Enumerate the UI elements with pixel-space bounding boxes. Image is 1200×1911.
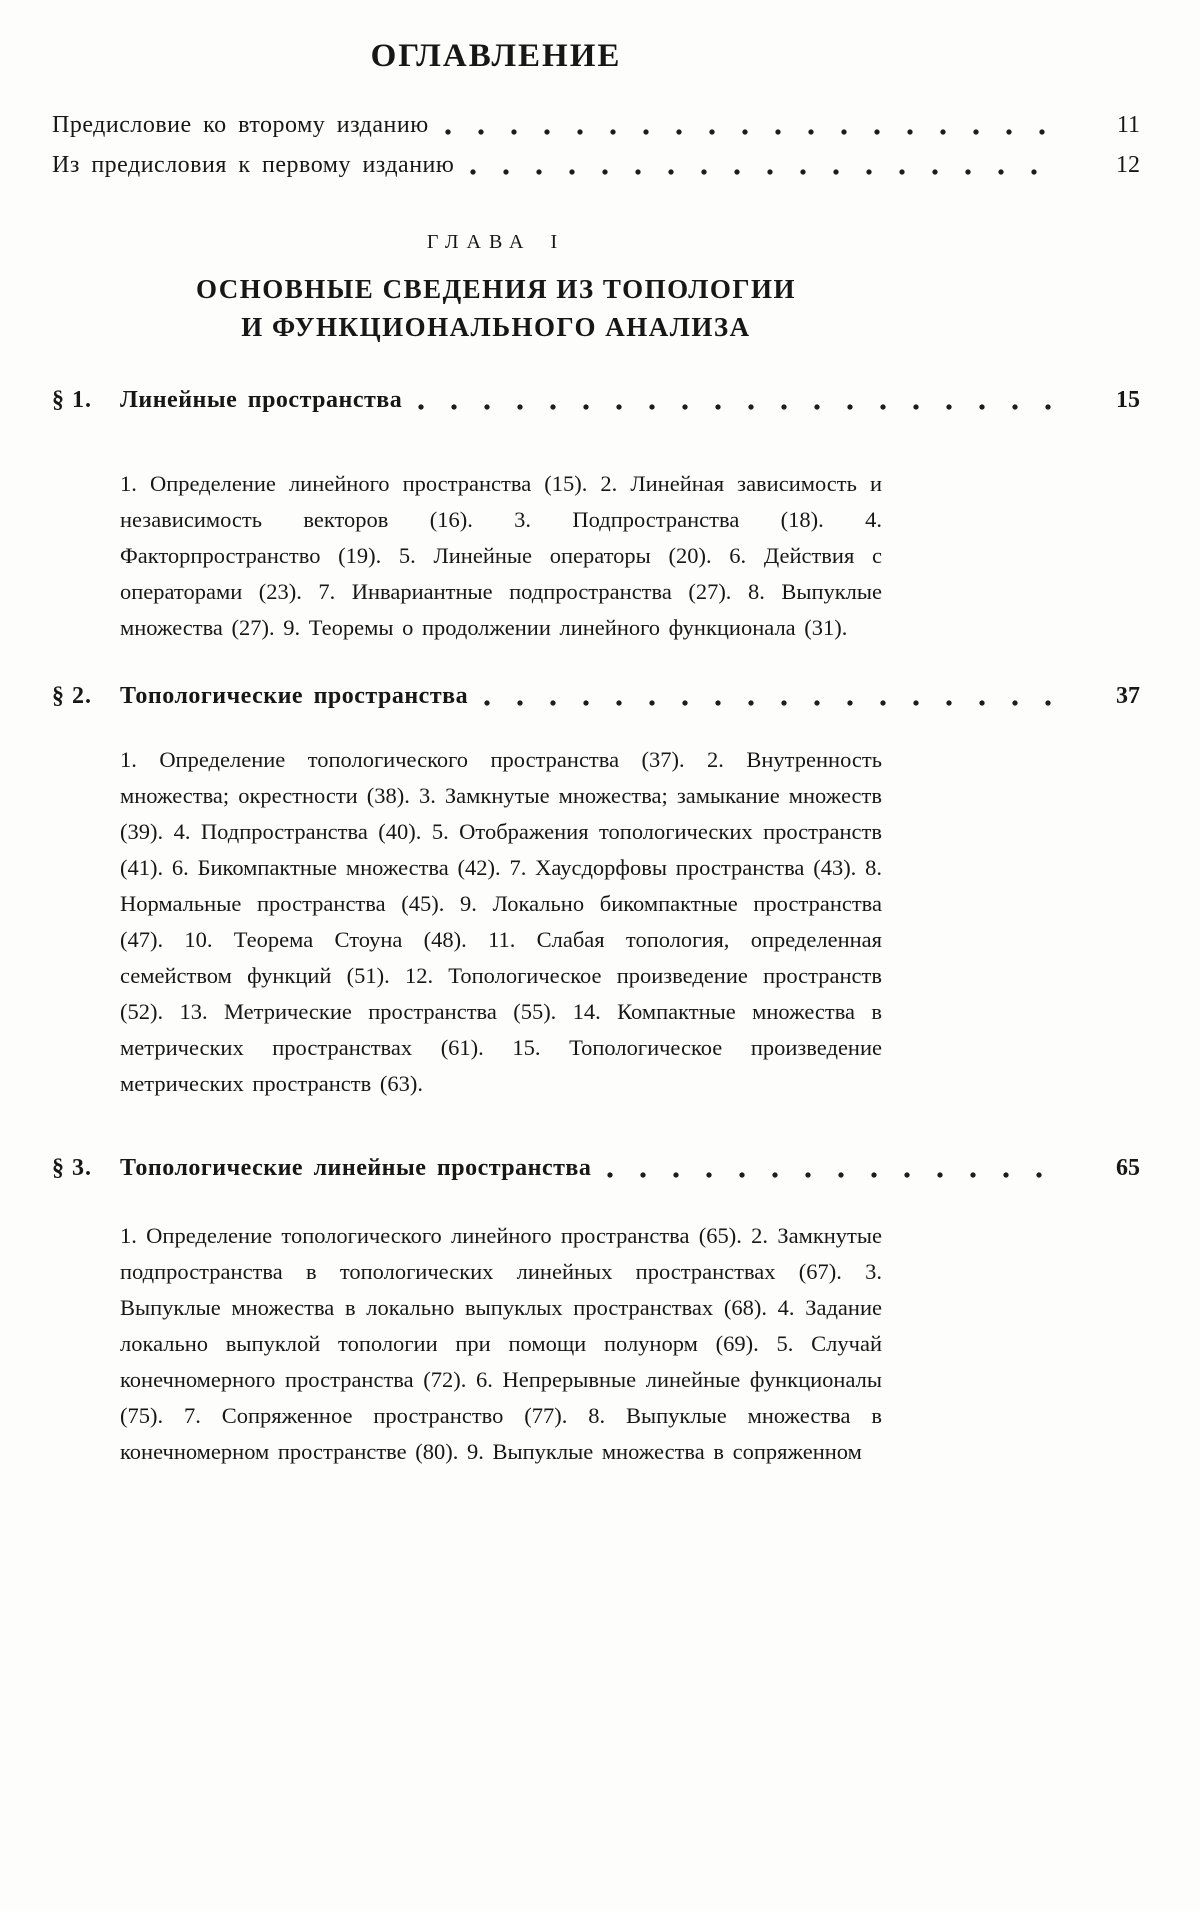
front-matter-entries: [52, 105, 1140, 185]
dot-leader: [454, 171, 1068, 172]
section-number: § 2.: [52, 683, 92, 709]
section-heading-row: [52, 676, 1140, 716]
toc-entry-label: Из предисловия к первому изданию: [52, 152, 455, 178]
section-description: 1. Определение линейного пространства (15). 2. Линейная зависимость и независимость векторов (16). 3. Подпространства (18). 4. Факторпространство (19). 5. Линейные операторы (20). 6. Действия с операторами (23). 7. Инвариантные подпространства (27). 8. Выпуклые множества (27). 9. Теоремы о продолжении линейного функционала (31).: [120, 471, 882, 640]
chapter-title-line: И ФУНКЦИОНАЛЬНОГО АНАЛИЗА: [241, 312, 751, 342]
toc-entry-preface-2nd: [52, 105, 1140, 145]
section-heading-row: [52, 380, 1140, 420]
dot-leader: [591, 1174, 1068, 1175]
section-1: [52, 380, 1140, 646]
chapter-title: [52, 270, 940, 346]
chapter-kicker: ГЛАВА I: [426, 231, 566, 253]
toc-entry-label: Предисловие ко второму изданию: [52, 112, 429, 138]
section-description: 1. Определение топологического линейного пространства (65). 2. Замкнутые подпространства в топологических линейных пространствах (67). 3. Выпуклые множества в локально выпуклых пространствах (68). 4. Задание локально выпуклой топологии при помощи полунорм (69). 5. Случай конечномерного пространства (72). 6. Непрерывные линейные функционалы (75). 7. Сопряженное пространство (77). 8. Выпуклые множества в конечномерном пространстве (80). 9. Выпуклые множества в сопряженном: [120, 1223, 882, 1464]
dot-leader: [429, 131, 1068, 132]
section-title: Линейные пространства: [120, 387, 403, 413]
section-number: § 1.: [52, 387, 92, 413]
section-2: [52, 676, 1140, 1102]
section-number: § 3.: [52, 1155, 92, 1181]
section-3: [52, 1148, 1140, 1470]
page-number: 65: [1116, 1155, 1140, 1181]
section-description: 1. Определение топологического пространства (37). 2. Внутренность множества; окрестности (38). 3. Замкнутые множества; замыкание множеств (39). 4. Подпространства (40). 5. Отображения топологических пространств (41). 6. Бикомпактные множества (42). 7. Хаусдорфовы пространства (43). 8. Нормальные пространства (45). 9. Локально бикомпактные пространства (47). 10. Теорема Стоуна (48). 11. Слабая топология, определенная семейством функций (51). 12. Топологическое произведение пространств (52). 13. Метрические пространства (55). 14. Компактные множества в метрических пространствах (61). 15. Топологическое произведение метрических пространств (63).: [120, 747, 882, 1096]
chapter-heading-column: [52, 231, 940, 346]
page-number: 11: [1116, 112, 1140, 138]
page-title: ОГЛАВЛЕНИЕ: [370, 38, 622, 74]
toc-entry-preface-1st: [52, 145, 1140, 185]
chapter-title-line: ОСНОВНЫЕ СВЕДЕНИЯ ИЗ ТОПОЛОГИИ: [195, 274, 797, 304]
dot-leader: [468, 702, 1068, 703]
page-number: 37: [1116, 683, 1140, 709]
title-column: [52, 38, 940, 75]
section-title: Топологические линейные пространства: [120, 1155, 592, 1181]
page-number: 12: [1116, 152, 1140, 178]
section-title: Топологические пространства: [120, 683, 469, 709]
page-number: 15: [1116, 387, 1140, 413]
dot-leader: [402, 406, 1068, 407]
section-heading-row: [52, 1148, 1140, 1188]
